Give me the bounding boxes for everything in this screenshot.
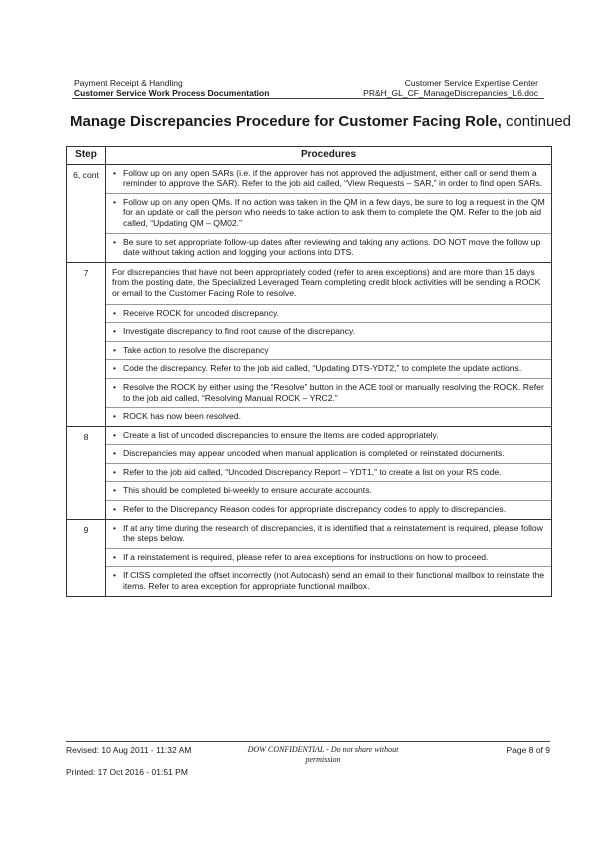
step-number: 8: [67, 426, 106, 519]
list-item: [106, 379, 551, 408]
list-item: [106, 427, 551, 446]
list-item: [106, 234, 551, 262]
list-item-text: If at any time during the research of discrepancies, it is identified that a reinstatement is required, please follow the steps below.: [123, 522, 543, 544]
step-number: 9: [67, 519, 106, 596]
list-item-text: Create a list of uncoded discrepancies to ensure the items are coded appropriately.: [123, 429, 439, 440]
list-item: [106, 464, 551, 483]
footer-revised: Revised: 10 Aug 2011 - 11:32 AM: [66, 745, 192, 755]
footer-rule: [66, 741, 550, 742]
bullet-icon: •: [112, 344, 116, 355]
procedure-cell: [106, 262, 552, 426]
bullet-icon: •: [112, 326, 116, 337]
table-row: [67, 262, 552, 426]
bullet-icon: •: [112, 363, 116, 374]
step-column-header: Step: [67, 147, 106, 165]
list-item: [106, 323, 551, 342]
list-item: [106, 549, 551, 568]
list-item-text: Receive ROCK for uncoded discrepancy.: [123, 307, 280, 318]
header-doc-type: Customer Service Work Process Documentation: [74, 88, 270, 98]
page-title: [70, 113, 572, 130]
procedure-table: [66, 146, 552, 597]
bullet-icon: •: [112, 381, 116, 392]
header-filename: PR&H_GL_CF_ManageDiscrepancies_L6.doc: [363, 88, 538, 98]
bullet-icon: •: [112, 411, 116, 422]
bullet-icon: •: [112, 466, 116, 477]
list-item: [106, 408, 551, 426]
procedures-column-header: Procedures: [106, 147, 552, 165]
step-number: 7: [67, 262, 106, 426]
list-item: [106, 567, 551, 595]
page-title-main: Manage Discrepancies Procedure for Customer Facing Role,: [70, 113, 502, 130]
list-item-text: Resolve the ROCK by either using the “Resolve” button in the ACE tool or manually resolving the ROCK. Refer to the job aid called, “Resolving Manual ROCK – YRC2.”: [123, 381, 544, 403]
list-item: [106, 305, 551, 324]
list-item: [106, 342, 551, 361]
step-number: 6, cont: [67, 164, 106, 262]
header-left: [74, 78, 269, 98]
list-item-text: Discrepancies may appear uncoded when manual application is completed or reinstated documents.: [123, 448, 505, 459]
header-center: Customer Service Expertise Center: [404, 78, 538, 88]
list-item: [106, 445, 551, 464]
procedure-cell: [106, 164, 552, 262]
list-item-text: Investigate discrepancy to find root cause of the discrepancy.: [123, 326, 356, 337]
header-right: [363, 78, 538, 98]
list-item-text: If a reinstatement is required, please refer to area exceptions for instructions on how to proceed.: [123, 551, 489, 562]
list-item: [106, 360, 551, 379]
list-item: [106, 165, 551, 194]
list-item: [106, 501, 551, 519]
list-item: [106, 482, 551, 501]
list-item-text: Take action to resolve the discrepancy: [123, 344, 269, 355]
footer-printed: Printed: 17 Oct 2016 - 01:51 PM: [66, 767, 188, 777]
procedure-intro: For discrepancies that have not been appropriately coded (refer to area exceptions) and are more than 15 days from the posting date, the Specialized Leveraged Team completing credit block activities will be sending a ROCK or email to the Customer Facing Role to resolve.: [106, 263, 551, 305]
bullet-icon: •: [112, 196, 116, 207]
list-item-text: Refer to the Discrepancy Reason codes for appropriate discrepancy codes to apply to discrepancies.: [123, 504, 507, 515]
list-item-text: Follow up on any open SARs (i.e. if the approver has not approved the adjustment, either call or send them a reminder to approve the SAR). Refer to the job aid called, “View Requests – SAR,” in order to find open SARs.: [123, 167, 543, 189]
bullet-icon: •: [112, 429, 116, 440]
list-item-text: Code the discrepancy. Refer to the job aid called, “Updating DTS-YDT2,” to complete the update actions.: [123, 363, 522, 374]
bullet-icon: •: [112, 504, 116, 515]
bullet-icon: •: [112, 551, 116, 562]
bullet-icon: •: [112, 307, 116, 318]
list-item: [106, 194, 551, 234]
bullet-icon: •: [112, 485, 116, 496]
table-row: [67, 426, 552, 519]
bullet-icon: •: [112, 570, 116, 581]
list-item-text: This should be completed bi-weekly to ensure accurate accounts.: [123, 485, 372, 496]
list-item-text: Follow up on any open QMs. If no action was taken in the QM in a few days, be sure to log a request in the QM for an update or call the person who needs to take action to ask them to complete the QM. Refer to the job aid called, “Updating QM – QM02.”: [123, 196, 545, 228]
bullet-icon: •: [112, 522, 116, 533]
footer-confidential: DOW CONFIDENTIAL - Do not share without permission: [247, 745, 399, 764]
bullet-icon: •: [112, 236, 116, 247]
bullet-icon: •: [112, 167, 116, 178]
list-item-text: If CISS completed the offset incorrectly (not Autocash) send an email to their functional mailbox to reinstate the items. Refer to area exception for appropriate functional mailbox.: [123, 570, 545, 592]
procedure-cell: [106, 426, 552, 519]
list-item-text: ROCK has now been resolved.: [123, 411, 241, 422]
footer-page-number: Page 8 of 9: [506, 745, 550, 755]
list-item-text: Refer to the job aid called, “Uncoded Discrepancy Report – YDT1,” to create a list on your RS code.: [123, 466, 502, 477]
procedure-cell: [106, 519, 552, 596]
header-dept: Payment Receipt & Handling: [74, 78, 183, 88]
table-row: [67, 519, 552, 596]
list-item-text: Be sure to set appropriate follow-up dates after reviewing and taking any actions. DO NOT move the follow up date without taking action and logging your actions into DTS.: [123, 236, 541, 258]
page-title-suffix: continued: [505, 113, 572, 130]
bullet-icon: •: [112, 448, 116, 459]
list-item: [106, 520, 551, 549]
table-row: [67, 164, 552, 262]
header-rule: [72, 98, 544, 99]
